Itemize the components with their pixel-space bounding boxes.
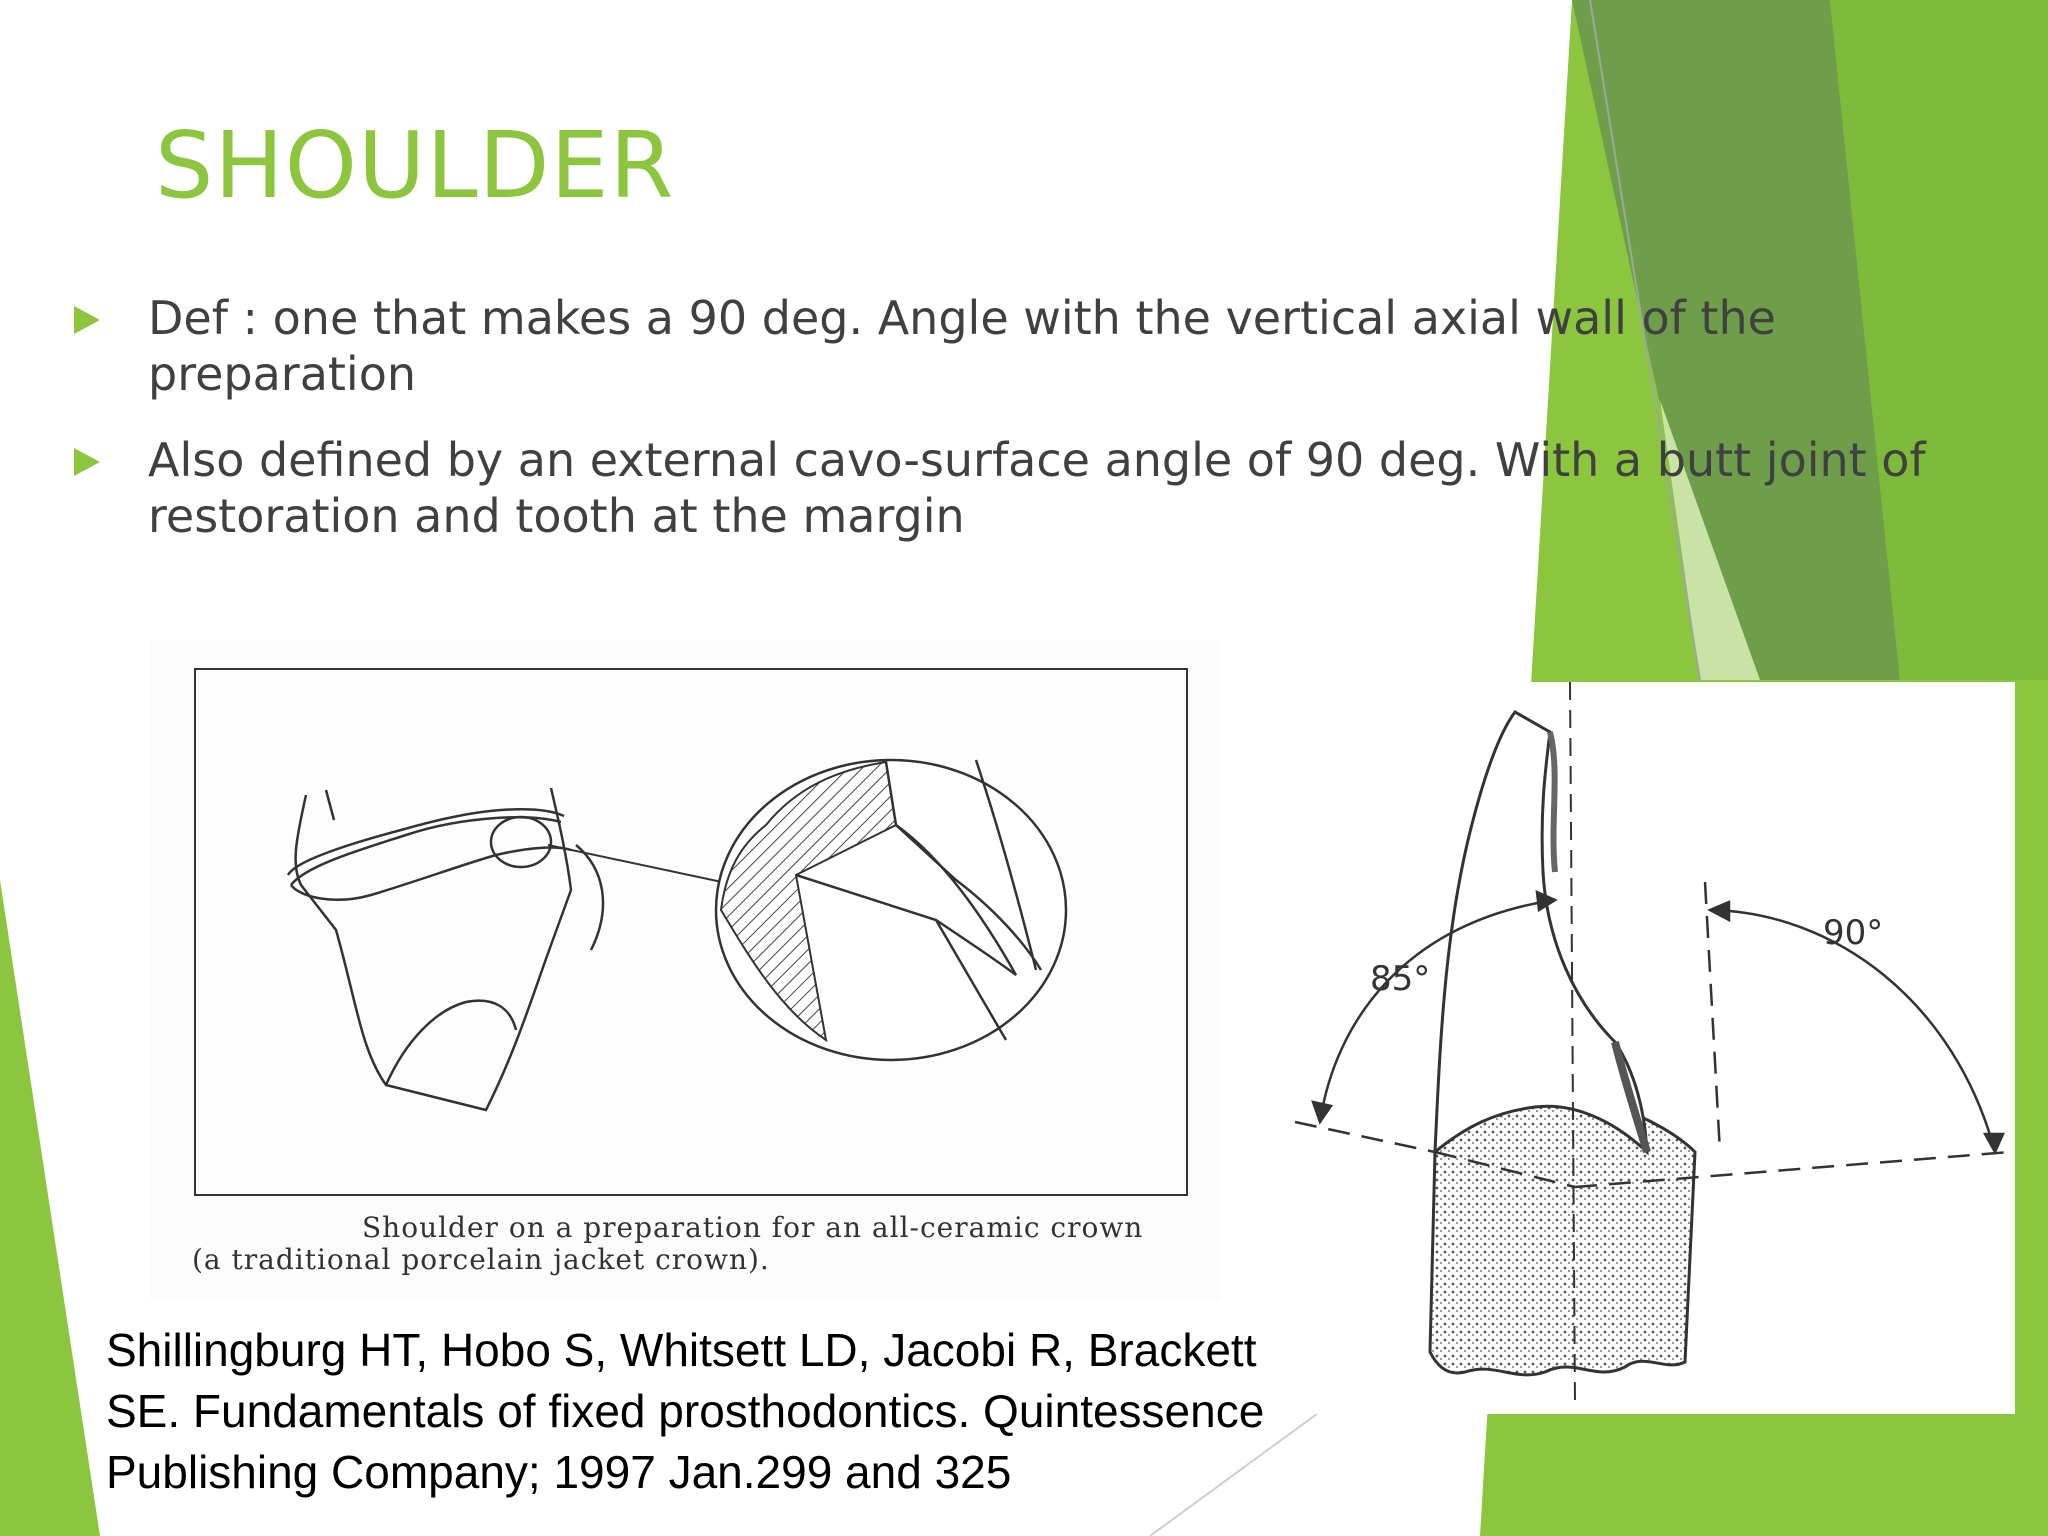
reference-citation bbox=[106, 1320, 1426, 1503]
tooth-crown bbox=[1435, 712, 1647, 1152]
bullet-text: Also defined by an external cavo-surface angle of 90 deg. With a butt joint of restoration and tooth at the margin bbox=[148, 433, 1926, 543]
triangle-bullet-icon bbox=[74, 448, 100, 476]
shoulder-preparation-figure bbox=[150, 640, 1220, 1300]
bullet-item bbox=[70, 290, 1970, 402]
bullet-list bbox=[70, 290, 1970, 574]
bullet-item bbox=[70, 432, 1970, 544]
tooth-angle-figure bbox=[1275, 682, 2015, 1414]
reference-line: Shillingburg HT, Hobo S, Whitsett LD, Jacobi R, Brackett bbox=[106, 1324, 1257, 1376]
tooth-root bbox=[1430, 1099, 1695, 1374]
callout-line bbox=[548, 845, 736, 885]
triangle-bullet-icon bbox=[74, 306, 100, 334]
preparation-drawing bbox=[196, 670, 1186, 1194]
figure-frame bbox=[194, 668, 1188, 1196]
slide-title: SHOULDER bbox=[155, 112, 675, 219]
tooth-angle-drawing bbox=[1275, 682, 2015, 1414]
angle-90-label: 90° bbox=[1823, 913, 1884, 953]
reference-line: SE. Fundamentals of fixed prosthodontics. Quintessence bbox=[106, 1385, 1265, 1437]
magnified-margin-detail bbox=[716, 760, 1066, 1060]
bullet-text: Def : one that makes a 90 deg. Angle with the vertical axial wall of the preparation bbox=[148, 291, 1776, 401]
figure-caption-text: Shoulder on a preparation for an all-ceramic crown (a traditional porcelain jacket crown). bbox=[192, 1211, 1144, 1276]
prepared-tooth-drawing bbox=[288, 788, 603, 1110]
angle-85-label: 85° bbox=[1370, 959, 1431, 999]
left-facet bbox=[0, 880, 100, 1536]
figure-caption bbox=[192, 1212, 1182, 1276]
reference-line: Publishing Company; 1997 Jan.299 and 325 bbox=[106, 1446, 1012, 1498]
